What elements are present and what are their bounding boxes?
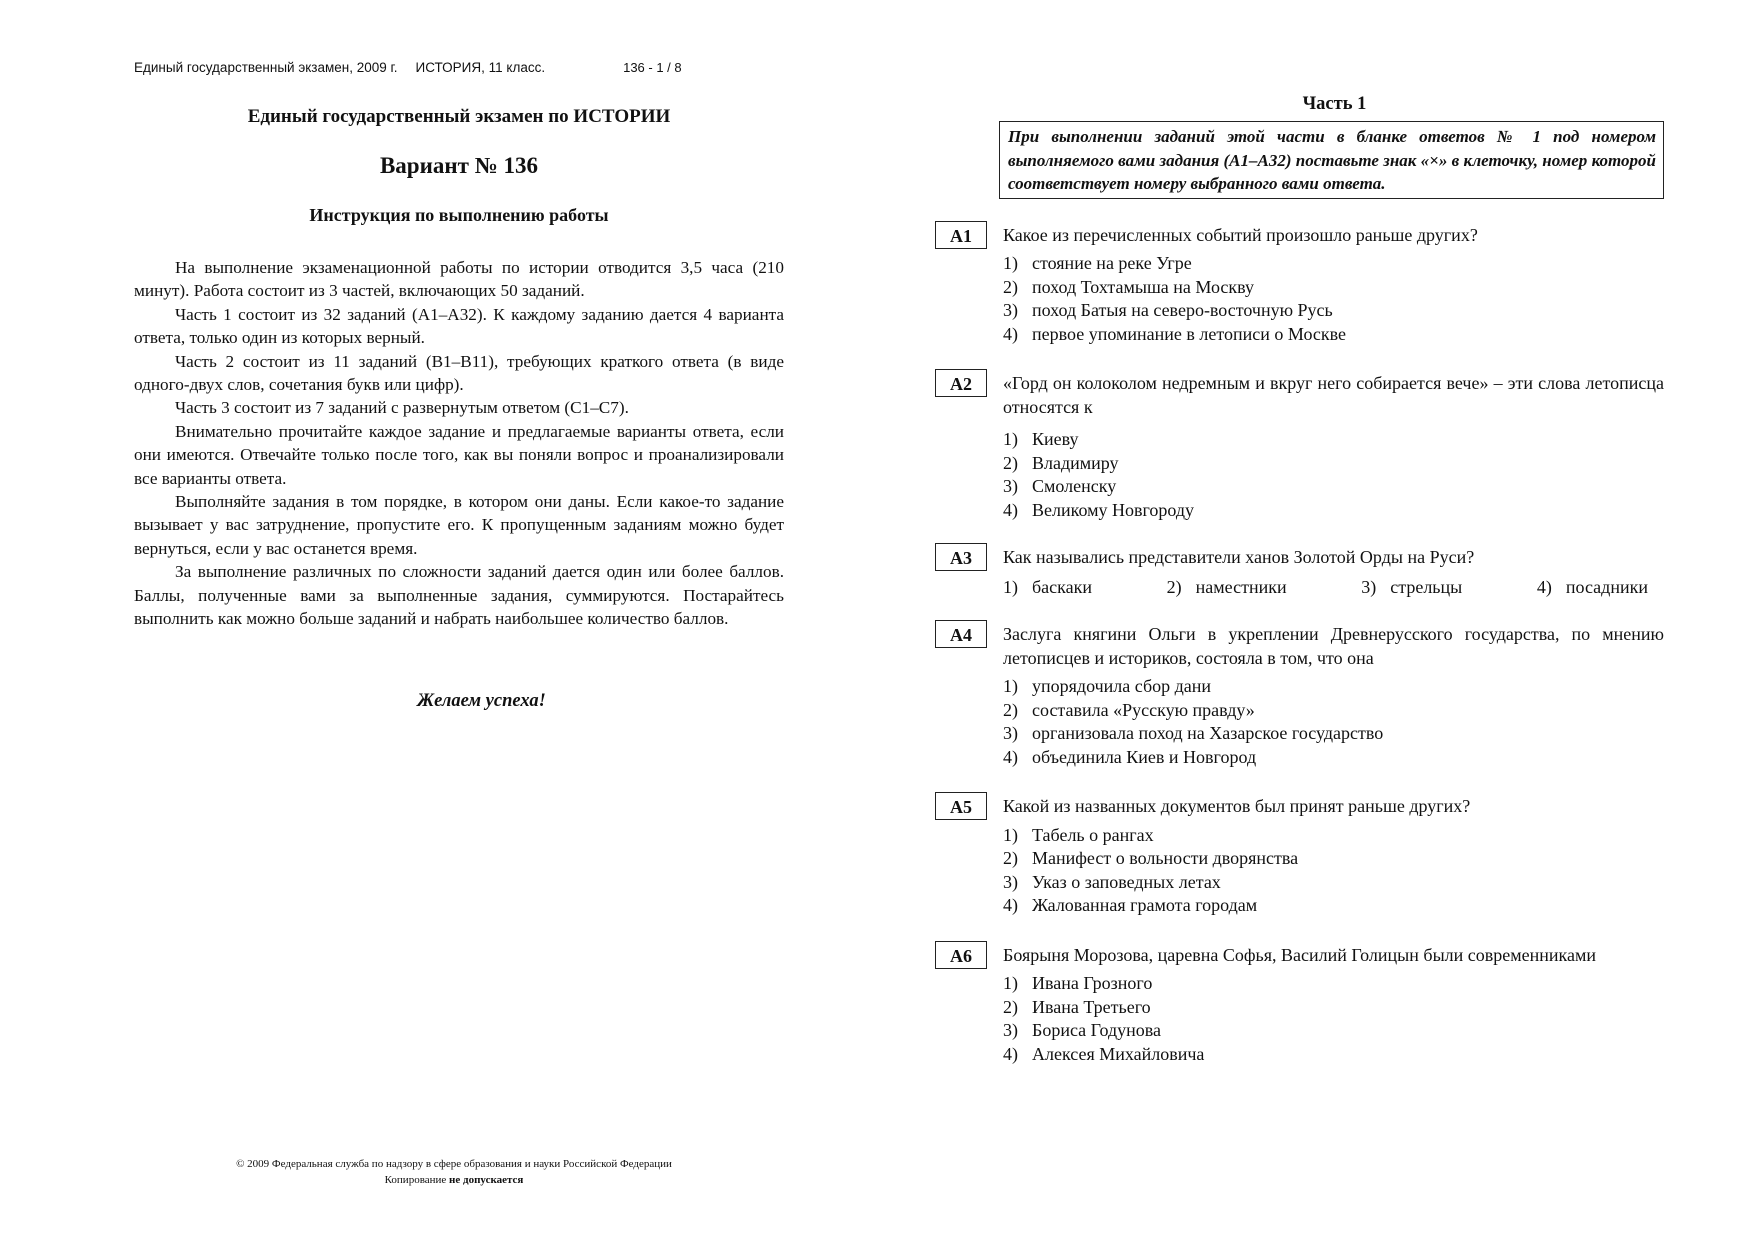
answer-option: 4) первое упоминание в летописи о Москве bbox=[1003, 323, 1347, 344]
answer-option: 3) поход Батыя на северо-восточную Русь bbox=[1003, 300, 1333, 320]
answer-option: 4) Великому Новгороду bbox=[1003, 499, 1195, 520]
answer-option: 2) Владимиру bbox=[1003, 452, 1119, 473]
task-label: А5 bbox=[935, 792, 987, 820]
header-subject: ИСТОРИЯ, 11 класс. bbox=[415, 60, 546, 75]
task-a4 bbox=[935, 623, 1664, 769]
instruction-paragraph: За выполнение различных по сложности заданий дается один или более баллов. Баллы, полученные вами за выполненные задания, суммируются. Постарайтесь выполнить как можно больше заданий и набрать наибольшее количество баллов. bbox=[134, 562, 784, 629]
exam-title: Единый государственный экзамен по ИСТОРИИ bbox=[247, 106, 671, 127]
good-luck-wish: Желаем успеха! bbox=[417, 690, 546, 711]
part-title: Часть 1 bbox=[1302, 94, 1367, 114]
task-label: А1 bbox=[935, 221, 987, 249]
answer-list bbox=[1003, 252, 1664, 346]
copy-restriction-line bbox=[134, 1172, 774, 1188]
answer-list bbox=[1003, 428, 1664, 522]
task-a1 bbox=[935, 224, 1664, 347]
answer-option: 3) Смоленску bbox=[1003, 476, 1117, 496]
answer-option: 4) посадники bbox=[1536, 576, 1648, 597]
answer-option: 3) Указ о заповедных летах bbox=[1003, 871, 1221, 892]
task-label: А2 bbox=[935, 369, 987, 397]
answer-list bbox=[1003, 972, 1664, 1066]
task-question: Какое из перечисленных событий произошло раньше других? bbox=[1003, 224, 1478, 245]
instructions-text bbox=[134, 256, 784, 631]
answer-option: 3) организовала поход на Хазарское государство bbox=[1003, 723, 1384, 743]
answer-option: 1) баскаки bbox=[1003, 576, 1092, 597]
variant-title: Вариант № 136 bbox=[379, 153, 539, 178]
right-column bbox=[935, 94, 1664, 1066]
instruction-paragraph: Внимательно прочитайте каждое задание и предлагаемые варианты ответа, если они имеются. Отвечайте только после того, как вы поняли вопрос и проанализировали все варианты ответа. bbox=[134, 421, 784, 488]
answer-option: 2) наместники bbox=[1166, 576, 1287, 597]
answer-list bbox=[1003, 675, 1664, 769]
answer-option: 4) объединила Киев и Новгород bbox=[1003, 746, 1257, 767]
instruction-paragraph: Выполняйте задания в том порядке, в котором они даны. Если какое-то задание вызывает у вас затруднение, пропустите его. К пропущенным заданиям можно будет вернуться, если у вас останется время. bbox=[134, 492, 784, 558]
answer-option: 1) Киеву bbox=[1003, 429, 1079, 449]
copyright-footer bbox=[134, 1156, 774, 1188]
answer-option: 1) стояние на реке Угре bbox=[1003, 253, 1192, 273]
task-question: Как назывались представители ханов Золотой Орды на Руси? bbox=[1003, 547, 1475, 567]
left-column bbox=[134, 106, 784, 730]
answer-option: 1) Ивана Грозного bbox=[1003, 973, 1153, 993]
instruction-paragraph: Часть 2 состоит из 11 заданий (В1–В11), требующих краткого ответа (в виде одного-двух слов, сочетания букв или цифр). bbox=[134, 351, 784, 395]
task-label: А4 bbox=[935, 620, 987, 648]
task-label: А3 bbox=[935, 543, 987, 571]
task-question: Заслуга княгини Ольги в укреплении Древнерусского государства, по мнению летописцев и историков, состояла в том, что она bbox=[1003, 624, 1664, 668]
task-question: Какой из названных документов был принят раньше других? bbox=[1003, 796, 1471, 816]
answer-option: 2) Манифест о вольности дворянства bbox=[1003, 848, 1299, 868]
part-instructions-box: При выполнении заданий этой части в бланке ответов № 1 под номером выполняемого вами задания (А1–А32) поставьте знак «×» в клеточку, номер которой соответствует номеру выбранного вами ответа. bbox=[999, 121, 1664, 199]
copyright-line: © 2009 Федеральная служба по надзору в сфере образования и науки Российской Федерации bbox=[236, 1158, 672, 1170]
instruction-paragraph: Часть 3 состоит из 7 заданий с развернутым ответом (С1–С7). bbox=[175, 398, 629, 418]
answer-option: 4) Жалованная грамота городам bbox=[1003, 895, 1258, 915]
answer-option: 2) Ивана Третьего bbox=[1003, 996, 1151, 1017]
answer-option: 2) поход Тохтамыша на Москву bbox=[1003, 276, 1255, 297]
answer-option: 1) Табель о рангах bbox=[1003, 824, 1154, 845]
task-a2 bbox=[935, 372, 1664, 522]
running-header bbox=[134, 60, 682, 75]
instructions-title: Инструкция по выполнению работы bbox=[309, 205, 609, 225]
copy-restriction-bold: не допускается bbox=[449, 1174, 524, 1186]
answer-list bbox=[1003, 576, 1664, 600]
task-question: «Горд он колоколом недремным и вкруг него собирается вече» – эти слова летописца относятся к bbox=[1003, 373, 1664, 417]
answer-option: 1) упорядочила сбор дани bbox=[1003, 676, 1212, 696]
header-exam: Единый государственный экзамен, 2009 г. bbox=[134, 60, 398, 75]
header-page-number: 136 - 1 / 8 bbox=[623, 60, 682, 75]
task-a5 bbox=[935, 795, 1664, 918]
answer-option: 4) Алексея Михайловича bbox=[1003, 1043, 1205, 1064]
task-label: А6 bbox=[935, 941, 987, 969]
task-a6 bbox=[935, 944, 1664, 1067]
instruction-paragraph: На выполнение экзаменационной работы по истории отводится 3,5 часа (210 минут). Работа состоит из 3 частей, включающих 50 заданий. bbox=[134, 258, 784, 301]
copy-restriction-normal: Копирование bbox=[384, 1174, 447, 1186]
answer-list bbox=[1003, 824, 1664, 918]
task-a3 bbox=[935, 546, 1664, 599]
task-question: Боярыня Морозова, царевна Софья, Василий Голицын были современниками bbox=[1003, 944, 1597, 965]
answer-option: 3) стрельцы bbox=[1361, 576, 1463, 597]
answer-option: 3) Бориса Годунова bbox=[1003, 1020, 1162, 1040]
answer-option: 2) составила «Русскую правду» bbox=[1003, 699, 1255, 720]
instruction-paragraph: Часть 1 состоит из 32 заданий (А1–А32). К каждому заданию дается 4 варианта ответа, только один из которых верный. bbox=[134, 304, 784, 348]
